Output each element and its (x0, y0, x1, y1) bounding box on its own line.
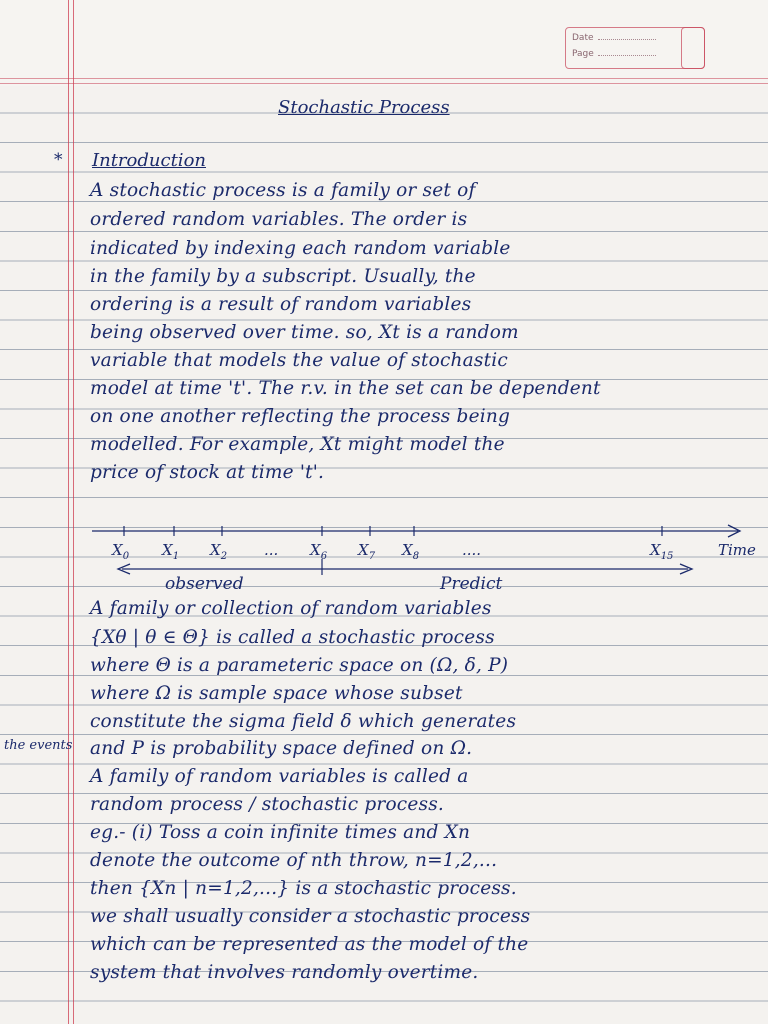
intro-line: modelled. For example, Xt might model the (90, 434, 505, 455)
margin-line-left (68, 0, 69, 1024)
timeline-point-label: $X_1$ (162, 541, 180, 562)
intro-line: ordered random variables. The order is (90, 209, 468, 230)
timeline-point-label: $X_0$ (112, 541, 130, 562)
definition-line: denote the outcome of nth throw, n=1,2,... (90, 850, 498, 871)
timeline-points (111, 541, 673, 562)
date-label: Date (572, 33, 594, 43)
margin-line-right (73, 0, 74, 1024)
definition-line: random process / stochastic process. (90, 794, 444, 815)
definition-line: which can be represented as the model of the (90, 934, 529, 955)
definition-line: {Xθ | θ ∈ Θ} is called a stochastic process (90, 627, 495, 648)
intro-line: in the family by a subscript. Usually, the (90, 266, 476, 287)
section-marker: * (54, 150, 63, 170)
intro-line: price of stock at time 't'. (90, 462, 325, 483)
definition-line: constitute the sigma field δ which generates (90, 711, 517, 732)
intro-line: ordering is a result of random variables (90, 294, 472, 315)
definition-line: then {Xn | n=1,2,...} is a stochastic process. (90, 878, 517, 899)
timeline-point-label: $X_8$ (402, 541, 420, 562)
definition-line: system that involves randomly overtime. (90, 962, 479, 983)
time-axis-label: Time (718, 541, 756, 559)
definition-line: eg.- (i) Toss a coin infinite times and Xn (90, 822, 471, 843)
date-page-box (565, 27, 705, 69)
observed-label: observed (165, 574, 244, 594)
intro-line: A stochastic process is a family or set of (90, 180, 476, 201)
intro-line: being observed over time. so, Xt is a random (90, 322, 519, 343)
page-title: Stochastic Process (278, 97, 450, 118)
definition-line: A family or collection of random variables (90, 598, 492, 619)
predict-label: Predict (440, 574, 503, 594)
section-heading: Introduction (92, 150, 206, 171)
timeline-diagram (0, 515, 768, 595)
definition-line: A family of random variables is called a (90, 766, 469, 787)
timeline-point-label: $X_6$ (310, 541, 328, 562)
header-rule (0, 78, 768, 79)
definition-line: where Θ is a parameteric space on (Ω, δ, P) (90, 655, 509, 676)
timeline-point-label: .... (462, 541, 482, 559)
definition-line: we shall usually consider a stochastic process (90, 906, 531, 927)
date-box-tab (681, 27, 705, 69)
timeline-point-label: ... (264, 541, 279, 559)
timeline-point-label: $X_{15}$ (650, 541, 674, 562)
definition-line: where Ω is sample space whose subset (90, 683, 463, 704)
intro-line: on one another reflecting the process being (90, 406, 511, 427)
margin-note: the events (4, 738, 73, 753)
definition-line: and P is probability space defined on Ω. (90, 738, 473, 759)
timeline-point-label: $X_7$ (358, 541, 376, 562)
intro-line: variable that models the value of stochastic (90, 350, 508, 371)
intro-line: model at time 't'. The r.v. in the set can be dependent (90, 378, 601, 399)
page-label: Page (572, 49, 594, 59)
intro-line: indicated by indexing each random variable (90, 238, 511, 259)
timeline-point-label: $X_2$ (210, 541, 228, 562)
header-rule-2 (0, 83, 768, 84)
